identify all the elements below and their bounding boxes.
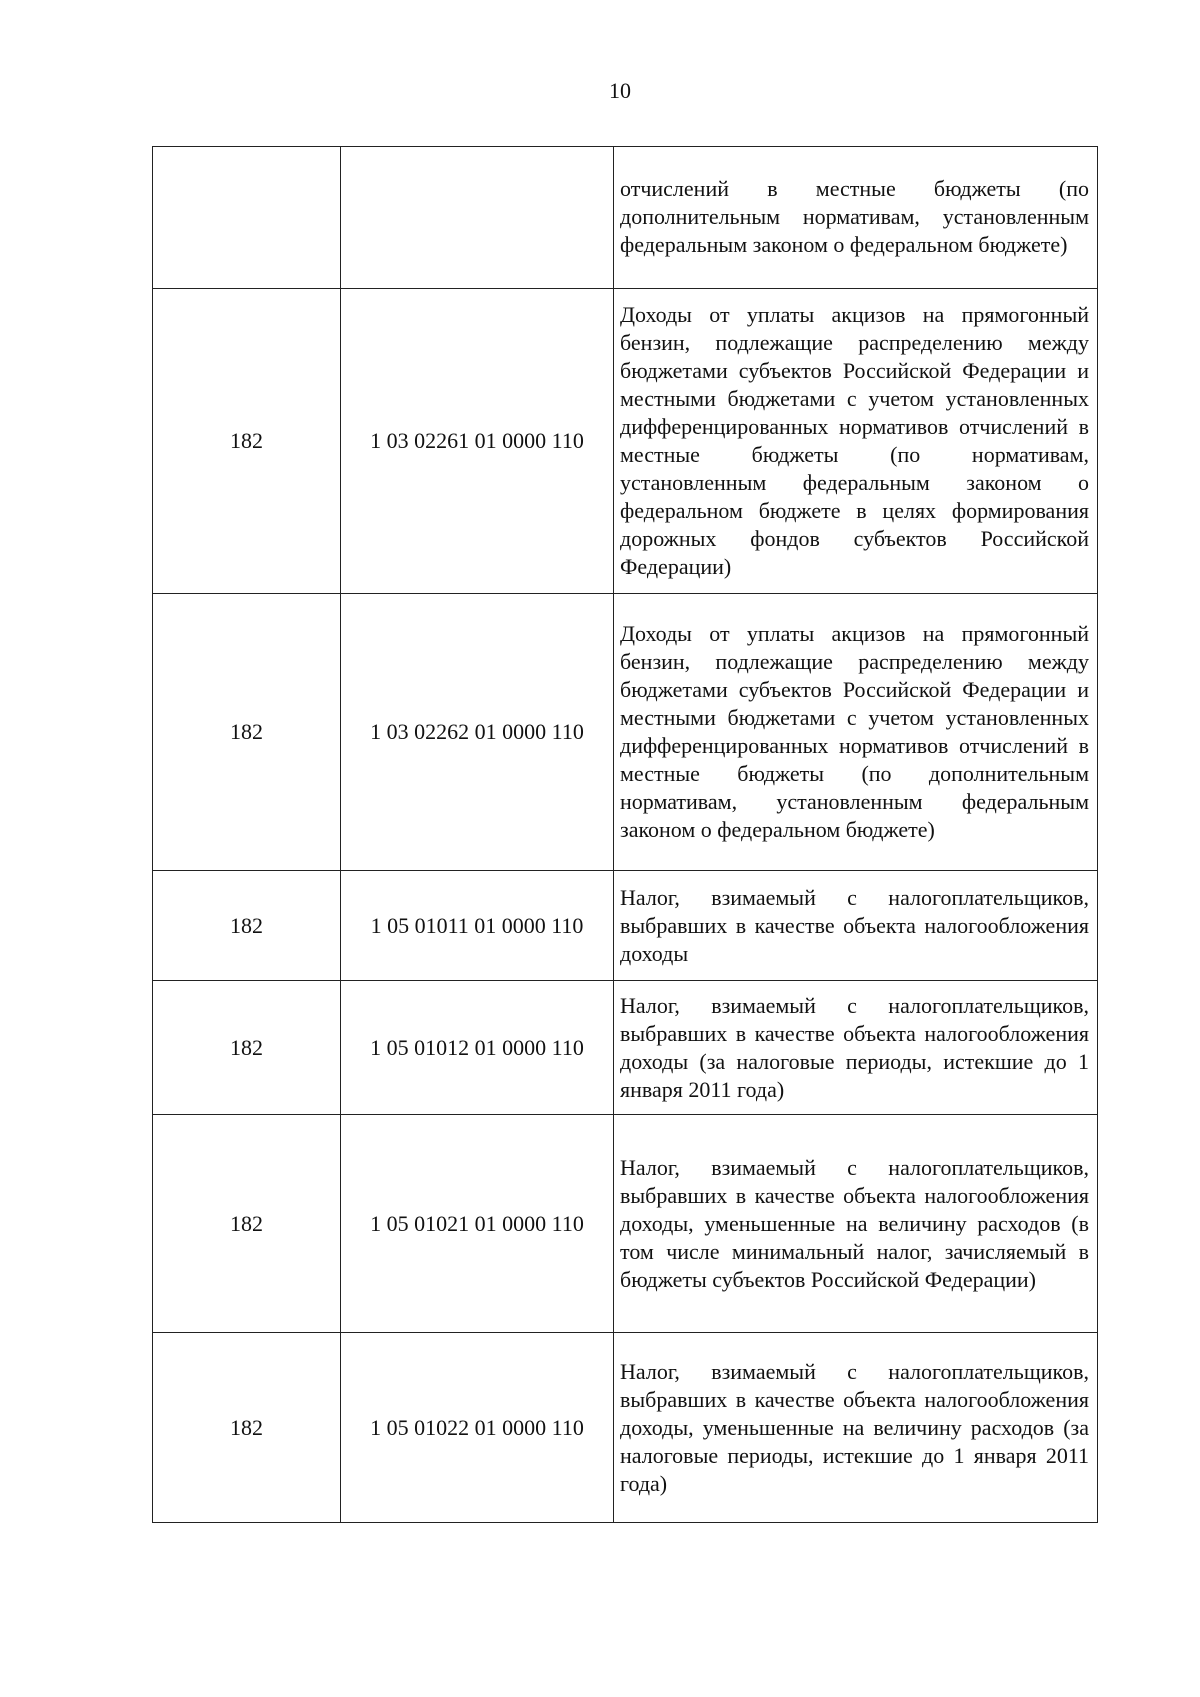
- budget-classification-code-cell: 1 05 01021 01 0000 110: [341, 1115, 614, 1333]
- revenue-name-cell: Налог, взимаемый с налогоплательщиков, выбравших в качестве объекта налогообложения доходы (за налоговые периоды, истекшие до 1 января 2011 года): [614, 981, 1098, 1115]
- table-row: [153, 289, 1098, 594]
- admin-code-cell: 182: [153, 594, 341, 871]
- revenue-codes-table: [152, 146, 1098, 1523]
- admin-code-cell: 182: [153, 289, 341, 594]
- budget-classification-code-cell: 1 05 01022 01 0000 110: [341, 1333, 614, 1523]
- admin-code-cell: 182: [153, 981, 341, 1115]
- admin-code-cell: [153, 147, 341, 289]
- table-row: [153, 1115, 1098, 1333]
- budget-classification-code-cell: 1 03 02261 01 0000 110: [341, 289, 614, 594]
- table-row: [153, 1333, 1098, 1523]
- budget-classification-code-cell: 1 03 02262 01 0000 110: [341, 594, 614, 871]
- budget-classification-code-cell: 1 05 01011 01 0000 110: [341, 871, 614, 981]
- revenue-name-cell: Доходы от уплаты акцизов на прямогонный бензин, подлежащие распределению между бюджетами субъектов Российской Федерации и местными бюджетами с учетом установленных дифференцированных нормативов отчислений в местные бюджеты (по нормативам, установленным федеральным законом о федеральном бюджете в целях формирования дорожных фондов субъектов Российской Федерации): [614, 289, 1098, 594]
- page-number: 10: [609, 78, 631, 103]
- admin-code-cell: 182: [153, 1333, 341, 1523]
- admin-code-cell: 182: [153, 1115, 341, 1333]
- table-row: [153, 147, 1098, 289]
- revenue-name-cell: Налог, взимаемый с налогоплательщиков, выбравших в качестве объекта налогообложения доходы: [614, 871, 1098, 981]
- table-row: [153, 871, 1098, 981]
- table-row: [153, 594, 1098, 871]
- budget-classification-code-cell: [341, 147, 614, 289]
- table-row: [153, 981, 1098, 1115]
- revenue-name-cell: отчислений в местные бюджеты (по дополнительным нормативам, установленным федеральным законом о федеральном бюджете): [614, 147, 1098, 289]
- admin-code-cell: 182: [153, 871, 341, 981]
- revenue-name-cell: Налог, взимаемый с налогоплательщиков, выбравших в качестве объекта налогообложения доходы, уменьшенные на величину расходов (за налоговые периоды, истекшие до 1 января 2011 года): [614, 1333, 1098, 1523]
- revenue-name-cell: Налог, взимаемый с налогоплательщиков, выбравших в качестве объекта налогообложения доходы, уменьшенные на величину расходов (в том числе минимальный налог, зачисляемый в бюджеты субъектов Российской Федерации): [614, 1115, 1098, 1333]
- revenue-name-cell: Доходы от уплаты акцизов на прямогонный бензин, подлежащие распределению между бюджетами субъектов Российской Федерации и местными бюджетами с учетом установленных дифференцированных нормативов отчислений в местные бюджеты (по дополнительным нормативам, установленным федеральным законом о федеральном бюджете): [614, 594, 1098, 871]
- budget-classification-code-cell: 1 05 01012 01 0000 110: [341, 981, 614, 1115]
